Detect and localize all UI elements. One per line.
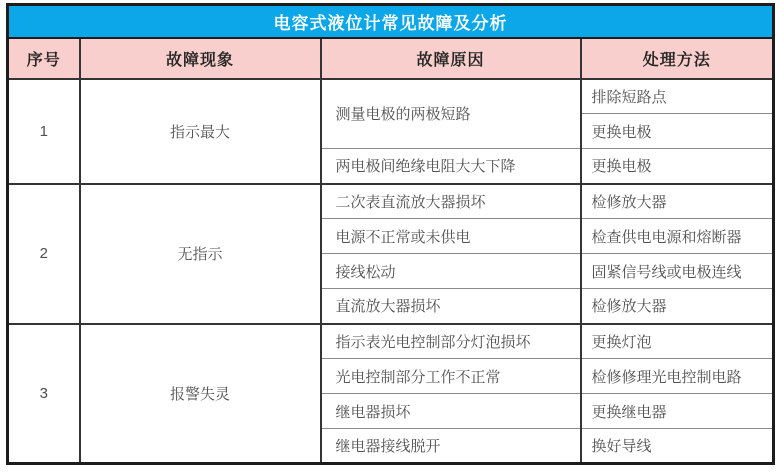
cell-cause: 二次表直流放大器损坏 xyxy=(321,184,581,219)
cell-method: 更换电极 xyxy=(581,114,774,149)
cell-phenomenon: 无指示 xyxy=(80,184,321,324)
header-row xyxy=(8,38,774,79)
cell-cause: 光电控制部分工作不正常 xyxy=(321,359,581,394)
cell-cause: 继电器接线脱开 xyxy=(321,429,581,464)
title-banner-row xyxy=(8,5,774,38)
table-row xyxy=(8,79,774,114)
cell-method: 检修放大器 xyxy=(581,289,774,324)
cell-method: 检修修理光电控制电路 xyxy=(581,359,774,394)
cell-cause: 接线松动 xyxy=(321,254,581,289)
cell-method: 更换电极 xyxy=(581,149,774,184)
fault-analysis-table xyxy=(6,3,775,465)
cell-phenomenon: 指示最大 xyxy=(80,79,321,184)
column-header-cause: 故障原因 xyxy=(321,38,581,79)
cell-method: 排除短路点 xyxy=(581,79,774,114)
cell-method: 固紧信号线或电极连线 xyxy=(581,254,774,289)
cell-cause: 两电极间绝缘电阻大大下降 xyxy=(321,149,581,184)
table-row xyxy=(8,324,774,359)
table-title: 电容式液位计常见故障及分析 xyxy=(8,5,774,38)
column-header-phenomenon: 故障现象 xyxy=(80,38,321,79)
cell-cause: 直流放大器损坏 xyxy=(321,289,581,324)
cell-method: 检修放大器 xyxy=(581,184,774,219)
column-header-serial: 序号 xyxy=(8,38,80,79)
cell-serial-number: 3 xyxy=(8,324,80,464)
cell-cause: 指示表光电控制部分灯泡损坏 xyxy=(321,324,581,359)
cell-cause: 测量电极的两极短路 xyxy=(321,79,581,149)
cell-method: 换好导线 xyxy=(581,429,774,464)
cell-method: 检查供电电源和熔断器 xyxy=(581,219,774,254)
cell-method: 更换灯泡 xyxy=(581,324,774,359)
column-header-method: 处理方法 xyxy=(581,38,774,79)
cell-method: 更换继电器 xyxy=(581,394,774,429)
cell-serial-number: 1 xyxy=(8,79,80,184)
cell-cause: 继电器损坏 xyxy=(321,394,581,429)
cell-phenomenon: 报警失灵 xyxy=(80,324,321,464)
cell-serial-number: 2 xyxy=(8,184,80,324)
cell-cause: 电源不正常或未供电 xyxy=(321,219,581,254)
table-row xyxy=(8,184,774,219)
